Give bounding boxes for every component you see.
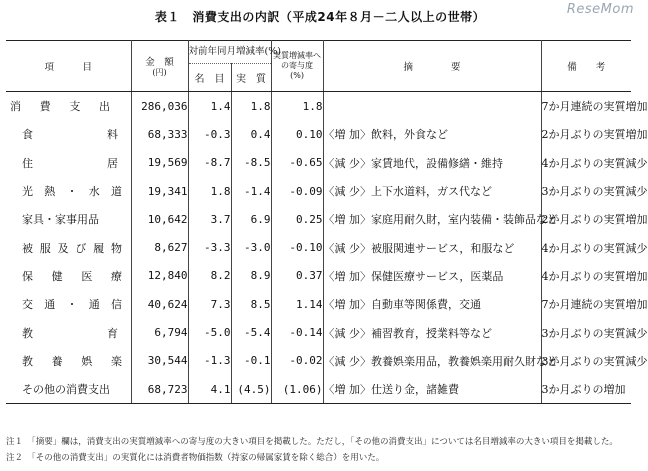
row-note: 7か月連続の実質増加 bbox=[541, 290, 631, 318]
row-contribution: 1.14 bbox=[271, 290, 323, 318]
row-nominal: -5.0 bbox=[188, 318, 231, 346]
row-item bbox=[6, 262, 131, 290]
row-summary: 〈増 加〉飲料，外食など bbox=[323, 120, 541, 148]
table-row bbox=[6, 318, 631, 346]
row-item-label: 消 費 支 出 bbox=[10, 100, 110, 114]
row-real: 8.9 bbox=[231, 262, 271, 290]
row-note: 7か月連続の実質増加 bbox=[541, 92, 631, 121]
row-nominal: -1.3 bbox=[188, 347, 231, 375]
table-row bbox=[6, 92, 631, 121]
row-amount: 6,794 bbox=[131, 318, 188, 346]
table-row bbox=[6, 375, 631, 404]
table-row bbox=[6, 149, 631, 177]
row-contribution: -0.65 bbox=[271, 149, 323, 177]
row-item-label: 被 服 及 び 履 物 bbox=[22, 241, 122, 255]
row-note: 2か月ぶりの実質増加 bbox=[541, 120, 631, 148]
row-amount: 30,544 bbox=[131, 347, 188, 375]
row-item bbox=[6, 120, 131, 148]
header-row-1 bbox=[6, 41, 631, 64]
row-contribution: (1.06) bbox=[271, 375, 323, 404]
row-item-label: 光 熱 ・ 水 道 bbox=[22, 185, 122, 199]
row-contribution: -0.09 bbox=[271, 177, 323, 205]
row-note: 3か月ぶりの増加 bbox=[541, 375, 631, 404]
row-amount: 10,642 bbox=[131, 205, 188, 233]
table-title: 表１ 消費支出の内訳（平成24年８月－二人以上の世帯） bbox=[154, 10, 486, 24]
row-summary: 〈減 少〉被服関連サービス，和服など bbox=[323, 233, 541, 261]
header-nominal: 名 目 bbox=[188, 64, 231, 92]
row-contribution: 0.25 bbox=[271, 205, 323, 233]
row-item-label: その他の消費支出 bbox=[22, 383, 110, 397]
table-row bbox=[6, 290, 631, 318]
row-real: 6.9 bbox=[231, 205, 271, 233]
row-real: (4.5) bbox=[231, 375, 271, 404]
row-real: 8.5 bbox=[231, 290, 271, 318]
row-real: -3.0 bbox=[231, 233, 271, 261]
row-amount: 286,036 bbox=[131, 92, 188, 121]
row-summary: 〈減 少〉家賃地代，設備修繕・維持 bbox=[323, 149, 541, 177]
row-real: 1.8 bbox=[231, 92, 271, 121]
row-item bbox=[6, 149, 131, 177]
header-amount-unit: (円) bbox=[152, 68, 167, 77]
row-item bbox=[6, 347, 131, 375]
footnote-1: 注１ 「摘要」欄は，消費支出の実質増減率への寄与度の大きい項目を掲載した。ただし，「その他の消費支出」については名目増減率の大きい項目を掲載した。 bbox=[6, 437, 618, 447]
row-note: 3か月ぶりの実質減少 bbox=[541, 347, 631, 375]
row-item-label: 教 育 bbox=[22, 326, 118, 340]
row-note: 3か月ぶりの実質減少 bbox=[541, 318, 631, 346]
table-row bbox=[6, 205, 631, 233]
row-contribution: -0.14 bbox=[271, 318, 323, 346]
row-real: -1.4 bbox=[231, 177, 271, 205]
header-item: 項 目 bbox=[6, 41, 131, 92]
header-contribution-label: 実質増減率への寄与度 bbox=[273, 51, 322, 70]
row-summary: 〈減 少〉上下水道料，ガス代など bbox=[323, 177, 541, 205]
row-amount: 12,840 bbox=[131, 262, 188, 290]
row-amount: 19,569 bbox=[131, 149, 188, 177]
row-summary: 〈減 少〉教養娯楽用品，教養娯楽用耐久財など bbox=[323, 347, 541, 375]
row-nominal: 1.4 bbox=[188, 92, 231, 121]
row-real: -5.4 bbox=[231, 318, 271, 346]
row-nominal: -3.3 bbox=[188, 233, 231, 261]
row-item-label: 保 健 医 療 bbox=[22, 269, 122, 283]
row-item-label: 教 養 娯 楽 bbox=[22, 354, 122, 368]
row-summary bbox=[323, 92, 541, 121]
row-real: 0.4 bbox=[231, 120, 271, 148]
row-item bbox=[6, 318, 131, 346]
row-item-label: 住 居 bbox=[22, 156, 118, 170]
row-summary: 〈増 加〉仕送り金，諸雑費 bbox=[323, 375, 541, 404]
row-nominal: 3.7 bbox=[188, 205, 231, 233]
row-item bbox=[6, 177, 131, 205]
row-nominal: -0.3 bbox=[188, 120, 231, 148]
header-summary: 摘 要 bbox=[323, 41, 541, 92]
header-yoy: 対前年同月増減率(%) bbox=[188, 41, 271, 64]
table-body bbox=[6, 92, 648, 404]
row-real: -8.5 bbox=[231, 149, 271, 177]
row-item bbox=[6, 205, 131, 233]
row-contribution: 0.10 bbox=[271, 120, 323, 148]
table-row bbox=[6, 233, 631, 261]
row-nominal: 8.2 bbox=[188, 262, 231, 290]
row-summary: 〈増 加〉家庭用耐久財，室内装備・装飾品など bbox=[323, 205, 541, 233]
header-notes: 備 考 bbox=[541, 41, 631, 92]
header-contribution-unit: (%) bbox=[290, 71, 304, 80]
row-amount: 19,341 bbox=[131, 177, 188, 205]
row-summary: 〈増 加〉保健医療サービス，医薬品 bbox=[323, 262, 541, 290]
row-contribution: -0.02 bbox=[271, 347, 323, 375]
row-item bbox=[6, 375, 131, 404]
row-note: 4か月ぶりの実質減少 bbox=[541, 233, 631, 261]
row-nominal: 7.3 bbox=[188, 290, 231, 318]
row-note: 4か月ぶりの実質減少 bbox=[541, 149, 631, 177]
row-amount: 40,624 bbox=[131, 290, 188, 318]
row-summary: 〈減 少〉補習教育，授業料等など bbox=[323, 318, 541, 346]
header-amount-label: 金 額 bbox=[145, 57, 174, 68]
row-contribution: 0.37 bbox=[271, 262, 323, 290]
row-amount: 68,723 bbox=[131, 375, 188, 404]
row-note: 2か月ぶりの実質増加 bbox=[541, 205, 631, 233]
row-item-label: 食 料 bbox=[22, 128, 118, 142]
table-row bbox=[6, 120, 631, 148]
row-contribution: -0.10 bbox=[271, 233, 323, 261]
resemom-logo: ReseMom bbox=[566, 2, 634, 17]
row-item bbox=[6, 92, 131, 121]
table-row bbox=[6, 262, 631, 290]
row-amount: 8,627 bbox=[131, 233, 188, 261]
row-item bbox=[6, 290, 131, 318]
row-item-label: 家具・家事用品 bbox=[22, 213, 99, 227]
row-item bbox=[6, 233, 131, 261]
table-row bbox=[6, 177, 631, 205]
row-item-label: 交 通 ・ 通 信 bbox=[22, 298, 122, 312]
row-nominal: -8.7 bbox=[188, 149, 231, 177]
table-row bbox=[6, 347, 631, 375]
header-amount bbox=[131, 41, 188, 92]
row-amount: 68,333 bbox=[131, 120, 188, 148]
consumption-table bbox=[6, 40, 648, 404]
row-note: 3か月ぶりの実質減少 bbox=[541, 177, 631, 205]
row-nominal: 1.8 bbox=[188, 177, 231, 205]
row-summary: 〈増 加〉自動車等関係費，交通 bbox=[323, 290, 541, 318]
row-real: -0.1 bbox=[231, 347, 271, 375]
footnote-2: 注２ 「その他の消費支出」の実質化には消費者物価指数（持家の帰属家賃を除く総合）を用いた。 bbox=[6, 453, 385, 463]
row-contribution: 1.8 bbox=[271, 92, 323, 121]
header-real: 実 質 bbox=[231, 64, 271, 92]
row-nominal: 4.1 bbox=[188, 375, 231, 404]
row-note: 4か月ぶりの実質増加 bbox=[541, 262, 631, 290]
